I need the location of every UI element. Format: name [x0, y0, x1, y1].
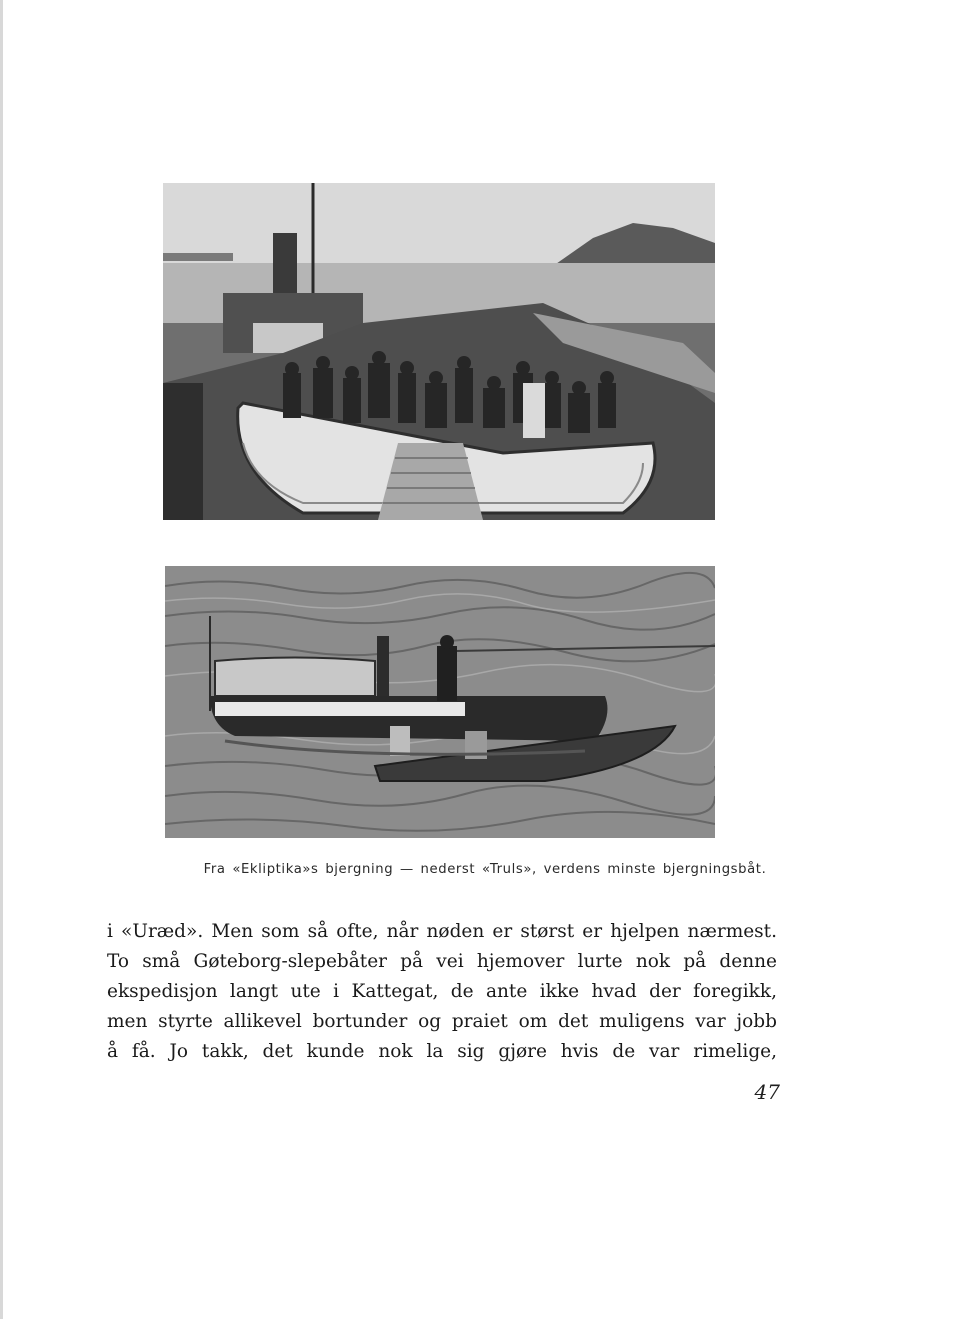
small-boat-at-sea-photo: [165, 566, 715, 838]
figure-caption: Fra «Ekliptika»s bjergning — nederst «Truls», verdens minste bjergningsbåt.: [203, 862, 767, 877]
text-line: ekspedisjon langt ute i Kattegat, de ante ikke hvad der foregikk,: [107, 981, 777, 1002]
text-line: men styrte allikevel bortunder og praiet om det muligens var jobb: [107, 1011, 777, 1032]
page-number: 47: [754, 1080, 780, 1104]
page-edge: [0, 0, 3, 1319]
text-line: To små Gøteborg-slepebåter på vei hjemover lurte nok på denne: [107, 951, 777, 972]
text-line: å få. Jo takk, det kunde nok la sig gjøre hvis de var rimelige,: [107, 1041, 777, 1062]
salvage-crew-on-barge-photo: [163, 183, 715, 520]
body-paragraph: [107, 917, 777, 1067]
text-line: i «Uræd». Men som så ofte, når nøden er størst er hjelpen nærmest.: [107, 921, 777, 942]
